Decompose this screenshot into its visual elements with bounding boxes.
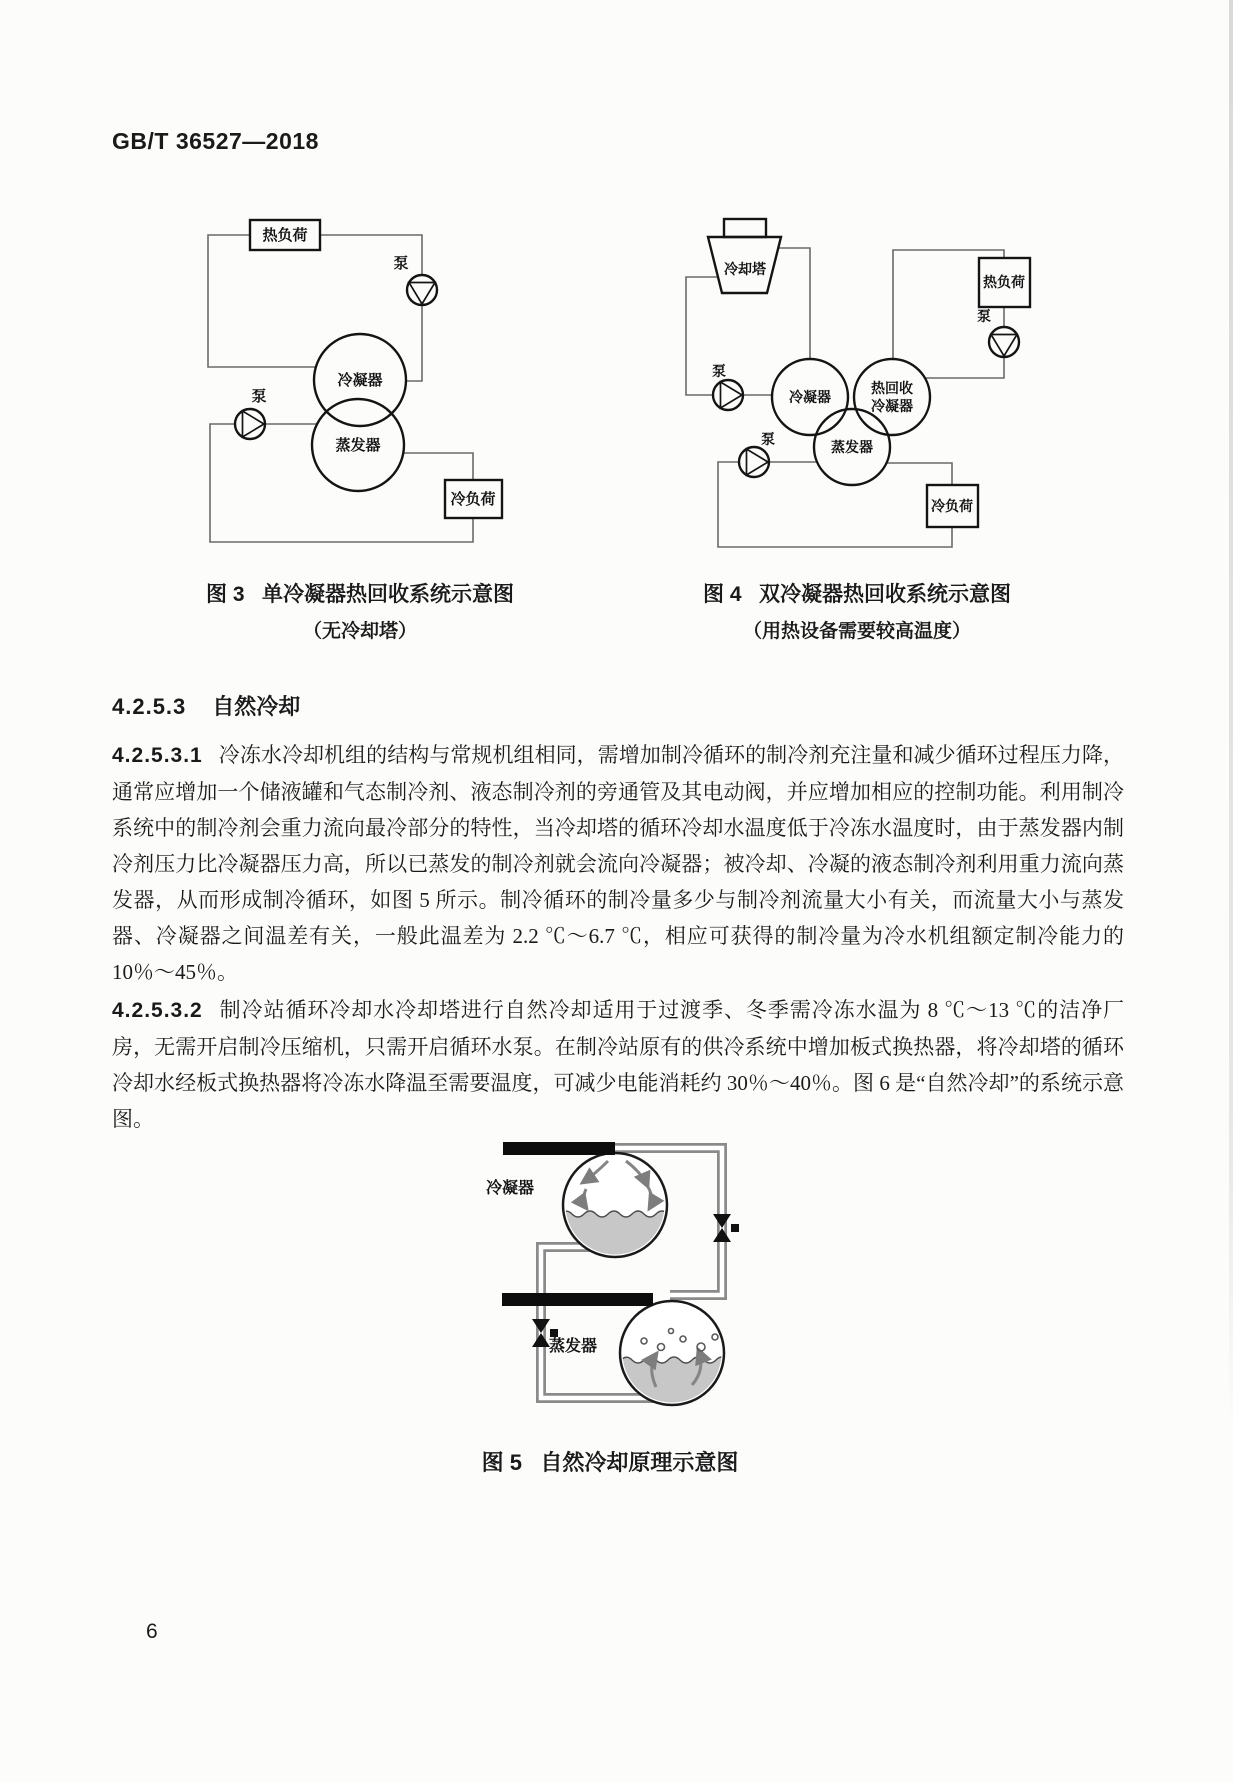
figure4-caption: 图 4 双冷凝器热回收系统示意图: [702, 583, 1012, 606]
pump-icon: [235, 409, 265, 439]
figure5-caption: 图 5 自然冷却原理示意图: [481, 1450, 739, 1475]
clause-paragraph: [112, 737, 1124, 990]
cooling-tower-label: 冷却塔: [724, 261, 766, 277]
clause-paragraph: [112, 992, 1124, 1137]
figure3-caption: 图 3 单冷凝器热回收系统示意图: [205, 583, 515, 606]
chilled-water-header: [502, 1293, 653, 1306]
section-heading: [112, 690, 300, 721]
heat-recovery-condenser-circle: [854, 359, 930, 435]
clause-text: 冷冻水冷却机组的结构与常规机组相同，需增加制冷循环的制冷剂充注量和减少循环过程压力降，通常应增加一个储液罐和气态制冷剂、液态制冷剂的旁通管及其电动阀，并应增加相应的控制功能。利用制冷系统中的制冷剂会重力流向最冷部分的特性，当冷却塔的循环冷却水温度低于冷冻水温度时，由于蒸发器内制冷剂压力比冷凝器压力高，所以已蒸发的制冷剂就会流向冷凝器；被冷却、冷凝的液态制冷剂利用重力流向蒸发器，从而形成制冷循环，如图 5 所示。制冷循环的制冷量多少与制冷剂流量大小有关，而流量大小与蒸发器、冷凝器之间温差有关，一般此温差为 2.2 ℃～6.7 ℃，相应可获得的制冷量为冷水机组额定制冷能力的 10％～45％。: [112, 743, 1124, 984]
pump-icon: [989, 327, 1019, 357]
cold-load-label: 冷负荷: [450, 491, 496, 508]
condenser-liquid: [560, 1211, 670, 1261]
heat-load-label: 热负荷: [262, 227, 308, 244]
figure5-diagram: [430, 1135, 810, 1435]
evaporator-label: 蒸发器: [335, 437, 381, 454]
pump-icon: [713, 380, 743, 410]
section-number: 4.2.5.3: [112, 694, 187, 719]
cold-load-label: 冷负荷: [931, 498, 973, 514]
condenser-label: 冷凝器: [485, 1180, 535, 1197]
pump-label: 泵: [761, 431, 775, 447]
figure3-diagram: [170, 195, 520, 550]
condenser-label: 冷凝器: [789, 389, 831, 405]
heat-load-label: 热负荷: [983, 274, 1025, 290]
pump-icon: [407, 275, 437, 305]
evaporator-label: 蒸发器: [548, 1338, 598, 1355]
condenser-label: 冷凝器: [337, 372, 383, 389]
heat-recovery-condenser-label: 热回收: [871, 380, 913, 396]
page-number: 6: [146, 1620, 158, 1643]
heat-recovery-condenser-label: 冷凝器: [871, 398, 913, 414]
pump-label: 泵: [712, 363, 726, 379]
clause-number: 4.2.5.3.2: [112, 999, 203, 1022]
section-title: 自然冷却: [212, 694, 301, 719]
clause-text: 制冷站循环冷却水冷却塔进行自然冷却适用于过渡季、冬季需冷冻水温为 8 ℃～13 ℃的洁净厂房，无需开启制冷压缩机，只需开启循环水泵。在制冷站原有的供冷系统中增加板式换热器，将冷却塔的循环冷却水经板式换热器将冷冻水降温至需要温度，可减少电能消耗约 30％～40％。图 6 是“自然冷却”的系统示意图。: [112, 998, 1124, 1131]
chilled-water-header: [503, 1142, 615, 1155]
pump-label: 泵: [977, 308, 991, 324]
pump-label: 泵: [393, 255, 409, 272]
pump-icon: [739, 447, 769, 477]
figure4-diagram: [580, 190, 1050, 560]
figure4-subcaption: （用热设备需要较高温度）: [742, 621, 971, 642]
cooling-tower-top: [724, 219, 766, 237]
scan-edge-artifact: [1229, 0, 1233, 1430]
standard-number-header: GB/T 36527—2018: [112, 128, 319, 154]
pump-label: 泵: [251, 388, 267, 405]
figure3-subcaption: （无冷却塔）: [302, 621, 417, 642]
clause-number: 4.2.5.3.1: [112, 744, 203, 767]
evaporator-label: 蒸发器: [831, 439, 873, 455]
